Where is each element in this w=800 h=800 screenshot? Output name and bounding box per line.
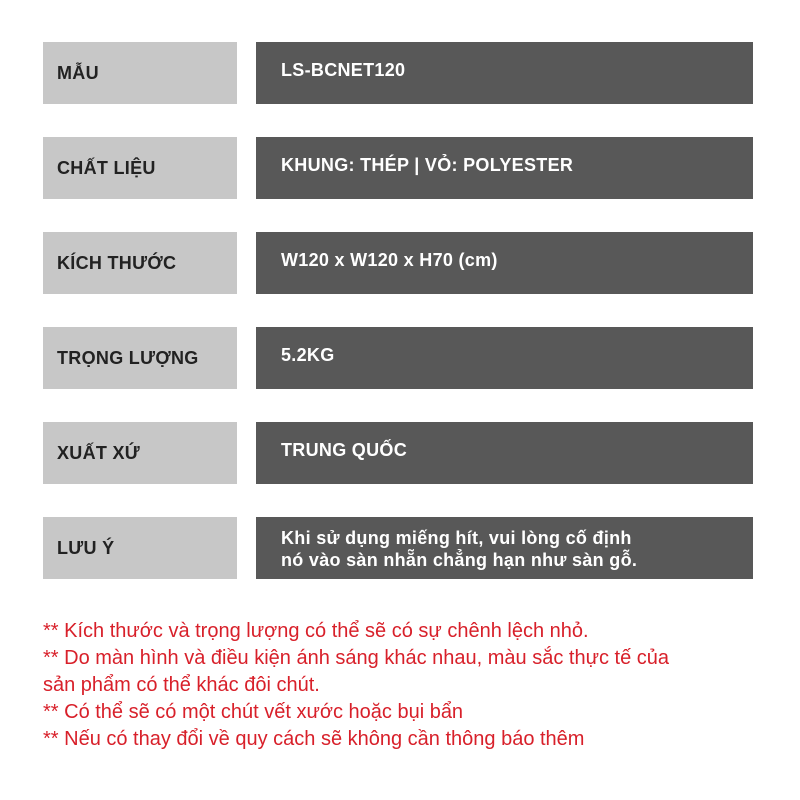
spec-value — [256, 42, 753, 104]
spec-value-line: Khi sử dụng miếng hít, vui lòng cố định — [281, 528, 632, 548]
spec-value-line: KHUNG: THÉP | VỎ: POLYESTER — [281, 155, 574, 175]
spec-label: LƯU Ý — [43, 517, 237, 579]
disclaimer-line: ** Có thể sẽ có một chút vết xước hoặc bụi bẩn — [43, 701, 464, 723]
spec-value — [256, 517, 753, 579]
spec-value — [256, 137, 753, 199]
spec-value-line: nó vào sàn nhẵn chẳng hạn như sàn gỗ. — [281, 550, 638, 570]
spec-row-weight — [43, 327, 753, 389]
spec-table — [43, 42, 753, 612]
spec-value-line: LS-BCNET120 — [281, 60, 406, 80]
spec-label: MẪU — [43, 42, 237, 104]
spec-value-line: 5.2KG — [281, 345, 335, 365]
spec-row-material — [43, 137, 753, 199]
disclaimer-line: sản phẩm có thể khác đôi chút. — [43, 674, 320, 696]
spec-label: TRỌNG LƯỢNG — [43, 327, 237, 389]
disclaimer-line: ** Kích thước và trọng lượng có thể sẽ có sự chênh lệch nhỏ. — [43, 620, 589, 642]
disclaimer-line: ** Nếu có thay đổi về quy cách sẽ không cần thông báo thêm — [43, 728, 585, 750]
spec-label: CHẤT LIỆU — [43, 137, 237, 199]
spec-label: XUẤT XỨ — [43, 422, 237, 484]
spec-value — [256, 422, 753, 484]
spec-row-model — [43, 42, 753, 104]
spec-row-origin — [43, 422, 753, 484]
spec-value — [256, 327, 753, 389]
spec-row-note — [43, 517, 753, 579]
spec-row-dimensions — [43, 232, 753, 294]
disclaimer-notes — [43, 618, 773, 753]
spec-value — [256, 232, 753, 294]
disclaimer-line: ** Do màn hình và điều kiện ánh sáng khác nhau, màu sắc thực tế của — [43, 647, 669, 669]
spec-value-line: TRUNG QUỐC — [281, 440, 407, 460]
spec-value-line: W120 x W120 x H70 (cm) — [281, 250, 498, 270]
spec-label: KÍCH THƯỚC — [43, 232, 237, 294]
